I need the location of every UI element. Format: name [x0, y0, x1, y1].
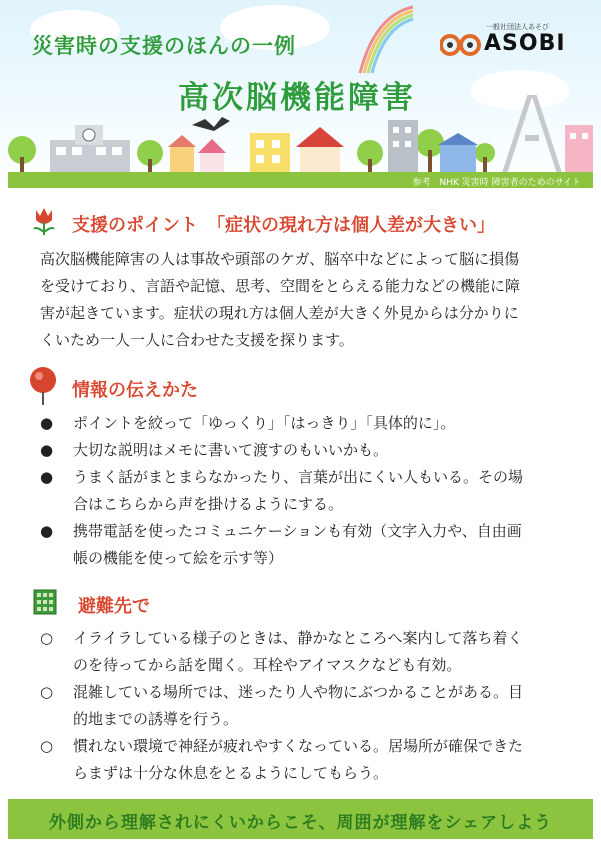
paragraph-line: くいため一人一人に合わせた支援を探ります。: [40, 331, 354, 349]
list-item: [40, 437, 523, 464]
owl-logo-icon: [440, 34, 482, 56]
list-item-line: 携帯電話を使ったコミュニケーションも有効（文字入力や、自由画: [73, 522, 522, 540]
list-item: [40, 464, 523, 518]
list-item-line: イライラしている様子のときは、静かなところへ案内して落ち着く: [73, 629, 523, 647]
logo-organization: 一般社団法人あそび: [486, 23, 549, 31]
list-item-line: のを待ってから話を聞く。耳栓やアイマスクなども有効。: [73, 656, 462, 674]
list-item-line: 慣れない環境で神経が疲れやすくなっている。居場所が確保できた: [73, 737, 524, 755]
footer-message: 外側から理解されにくいからこそ、周囲が理解をシェアしよう: [48, 813, 553, 833]
bullet-icon: ●: [40, 468, 54, 486]
support-heading: 支援のポイント 「症状の現れ方は個人差が大きい」: [72, 215, 495, 236]
bullet-icon: ●: [40, 522, 54, 540]
list-item: [40, 518, 523, 572]
list-item-line: 的地までの誘導を行う。: [73, 710, 239, 728]
list-item: [40, 410, 523, 437]
list-item-line: 混雑している場所では、迷ったり人や物にぶつかることがある。目: [73, 683, 524, 701]
footer-banner: [8, 799, 593, 839]
bullet-icon: ○: [40, 629, 54, 647]
map-pin-icon: [28, 366, 58, 406]
tulip-icon: [30, 206, 58, 236]
bullet-icon: ●: [40, 414, 54, 432]
paragraph-line: 高次脳機能障害の人は事故や頭部のケガ、脳卒中などによって脳に損傷: [40, 250, 520, 268]
source-credit: 参考 NHK 災害時 障害者のためのサイト: [412, 178, 581, 188]
list-item-line: うまく話がまとまらなかったり、言葉が出にくい人もいる。その場: [73, 468, 524, 486]
paragraph-line: を受けており、言語や記憶、思考、空間をとらえる能力などの機能に障: [40, 277, 521, 295]
bullet-icon: ●: [40, 441, 54, 459]
page-title: 高次脳機能障害: [178, 80, 416, 116]
list-item-line: らまずは十分な休息をとるようにしてもらう。: [73, 764, 389, 782]
header-banner: [0, 0, 601, 190]
list-item-line: 帳の機能を使って絵を示す等）: [73, 549, 284, 567]
logo: [440, 22, 570, 62]
shelter-heading: 避難先で: [78, 596, 150, 617]
list-item: [40, 679, 523, 733]
list-item: [40, 733, 523, 787]
paragraph-line: 害が起きています。症状の現れ方は個人差が大きく外見からは分かりに: [40, 304, 519, 322]
list-item-line: 合はこちらから声を掛けるようにする。: [73, 495, 344, 513]
list-item: [40, 625, 523, 679]
support-paragraph: [40, 246, 520, 354]
info-list: [40, 410, 523, 572]
shelter-list: [40, 625, 523, 787]
list-item-line: ポイントを絞って「ゆっくり」「はっきり」「具体的に」。: [73, 414, 456, 432]
info-heading: 情報の伝えかた: [72, 380, 198, 401]
list-item-line: 大切な説明はメモに書いて渡すのもいいかも。: [73, 441, 389, 459]
subtitle: 災害時の支援のほんの一例: [32, 34, 296, 58]
bullet-icon: ○: [40, 737, 54, 755]
rainbow-icon: [355, 5, 415, 75]
logo-wordmark: ASOBI: [484, 31, 566, 56]
building-icon: [33, 589, 57, 615]
bullet-icon: ○: [40, 683, 54, 701]
